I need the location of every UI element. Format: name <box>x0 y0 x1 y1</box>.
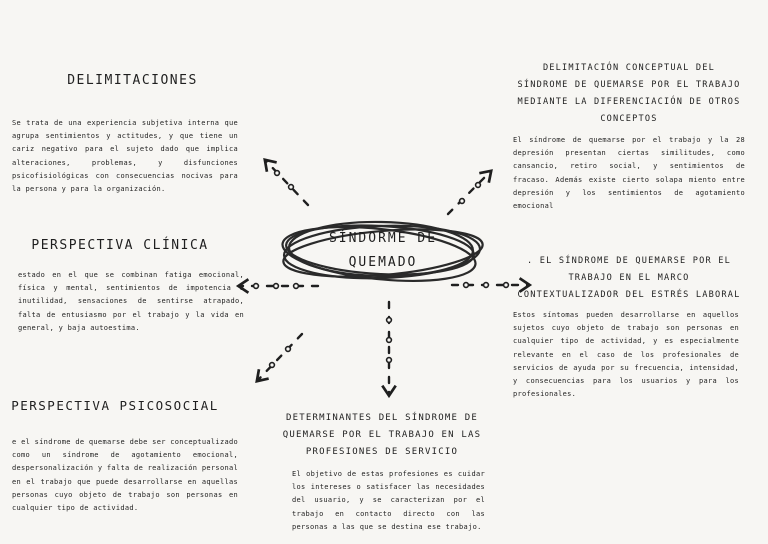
psicosocial-text: e el síndrome de quemarse debe ser conceptualizado como un síndrome de agotamiento emocional, despersonalización y falta de realización personal en el trabajo que puede desarrollarse en aquellas personas cuyo objeto de trabajo son personas en cualquier tipo de actividad. <box>12 438 238 513</box>
connector-conceptual <box>448 172 490 214</box>
delimitaciones-title: DELIMITACIONES <box>67 73 198 88</box>
center-title-line2: QUEMADO <box>348 255 418 270</box>
clinica-text: estado en el que se combinan fatiga emocional, física y mental, sentimientos de impotencia e inutilidad, sensaciones de sentirse atrapado, falta de entusiasmo por el trabajo y la vida en general, y baja autoestima. <box>18 271 244 332</box>
conceptual-title: DELIMITACIÓN CONCEPTUAL DEL SÍNDROME DE QUEMARSE POR EL TRABAJO MEDIANTE LA DIFERENCIACIÓN DE OTROS CONCEPTOS <box>517 63 741 124</box>
conceptual-text: El síndrome de quemarse por el trabajo y la 28 depresión presentan ciertas similitudes, como cansancio, retiro social, y sentimientos de fracaso. Además existe cierto solapa miento entre depresión y los sentimientos de agotamiento emocional <box>513 136 745 211</box>
delimitaciones-text: Se trata de una experiencia subjetiva interna que agrupa sentimientos y actitudes, y que tiene un cariz negativo para el sujeto dado que implica alteraciones, problemas, y disfunciones psicofisiológicas con consecuencias nocivas para la persona y para la organización. <box>12 119 238 194</box>
estres-title: . EL SÍNDROME DE QUEMARSE POR EL TRABAJO EN EL MARCO CONTEXTUALIZADOR DEL ESTRÉS LABORAL <box>517 256 741 300</box>
determinantes-text: El objetivo de estas profesiones es cuidar los intereses o satisfacer las necesidades del usuario, y se caracterizan por el trabajo en contacto directo con las personas a las que se destina ese trabajo. <box>292 470 485 531</box>
clinica-title: PERSPECTIVA CLÍNICA <box>31 238 209 253</box>
psicosocial-title: PERSPECTIVA PSICOSOCIAL <box>11 398 219 413</box>
center-node <box>300 227 466 275</box>
determinantes-title: DETERMINANTES DEL SÍNDROME DE QUEMARSE POR EL TRABAJO EN LAS PROFESIONES DE SERVICIO <box>282 413 482 457</box>
connector-delimitaciones <box>266 161 308 205</box>
connector-psicosocial <box>258 334 302 380</box>
estres-text: Estos síntomas pueden desarrollarse en aquellos sujetos cuyo objeto de trabajo son personas en cualquier tipo de actividad, y es especialmente relevante en el caso de los profesionales de servicios de ayuda por su frecuencia, intensidad, y consecuencias para los usuarios y para los profesionales. <box>513 311 739 399</box>
center-title-line1: SÍNDORME DE <box>328 231 438 246</box>
